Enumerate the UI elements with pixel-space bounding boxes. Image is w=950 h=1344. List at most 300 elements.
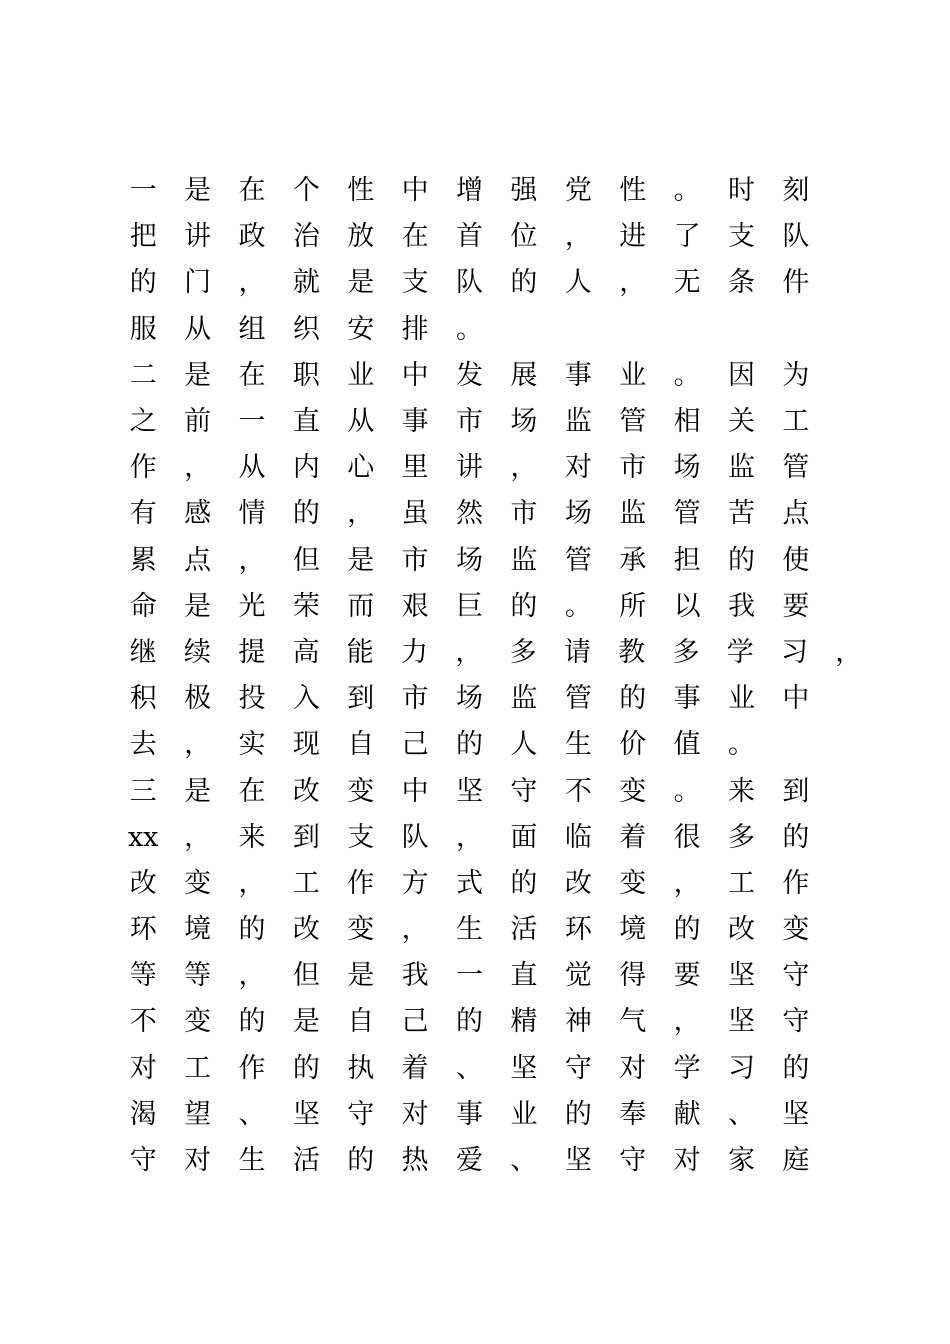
text-char: 为 [782,359,810,391]
text-char: 在 [238,175,266,207]
text-char: xx [127,821,159,853]
text-char: 巨 [456,590,484,622]
text-char: 党 [564,175,592,207]
text-char: 是 [292,1006,320,1038]
text-char: ， [184,729,212,761]
text-char: 然 [456,498,484,530]
text-char: 从 [184,313,212,345]
text-char: 请 [563,636,591,668]
text-char: 中 [401,775,429,807]
text-char: 展 [510,359,538,391]
text-char: 工 [782,406,810,438]
text-char: 苦 [727,498,755,530]
text-char: ， [455,636,483,668]
text-char: 的 [292,498,320,530]
text-line [116,999,876,1045]
text-char: 要 [782,590,810,622]
text-char: 业 [510,1098,538,1130]
text-char: 、 [238,1098,266,1130]
text-char: 首 [456,221,484,253]
text-char: 人 [564,267,592,299]
text-line [116,399,876,445]
text-char: 管 [782,452,810,484]
text-char: 进 [619,221,647,253]
text-char: 是 [184,590,212,622]
text-char: 是 [347,960,375,992]
text-char: 情 [238,498,266,530]
text-char: 关 [727,406,755,438]
text-char: 时 [727,175,755,207]
text-char: 守 [619,1145,647,1177]
text-char: 变 [782,914,810,946]
text-line [116,260,876,306]
text-char: 对 [564,452,592,484]
text-char: 改 [129,867,157,899]
text-char: 场 [564,498,592,530]
text-char: 到 [292,821,320,853]
text-char: 是 [347,267,375,299]
text-char: 荣 [292,590,320,622]
text-char: 中 [401,359,429,391]
text-char: 场 [456,683,484,715]
text-char: 支 [727,221,755,253]
text-char: 是 [184,175,212,207]
text-char: 来 [727,775,755,807]
text-char: 放 [347,221,375,253]
text-char: 监 [727,452,755,484]
text-char: 场 [510,406,538,438]
text-char: 性 [619,175,647,207]
text-char: 里 [401,452,429,484]
text-char: 点 [184,544,212,576]
text-char: 去 [129,729,157,761]
text-char: 精 [510,1006,538,1038]
text-char: 的 [292,1052,320,1084]
text-char: 织 [292,313,320,345]
text-char: 。 [564,590,592,622]
text-char: 管 [673,498,701,530]
text-char: 位 [510,221,538,253]
text-char: 着 [401,1052,429,1084]
text-char: ， [673,1006,701,1038]
text-char: 是 [347,544,375,576]
text-char: 活 [510,914,538,946]
text-char: ， [238,267,266,299]
text-char: 渴 [129,1098,157,1130]
text-char: 习 [727,1052,755,1084]
text-char: 对 [129,1052,157,1084]
text-char: 作 [347,867,375,899]
text-char: 。 [673,359,701,391]
text-line [116,353,876,399]
text-line [116,722,876,768]
text-char: 市 [401,683,429,715]
text-char: 中 [782,683,810,715]
text-char: 到 [347,683,375,715]
text-char: 管 [564,683,592,715]
text-char: 监 [564,406,592,438]
text-char: 继 [129,636,157,668]
text-char: 提 [238,636,266,668]
text-char: 自 [347,1006,375,1038]
text-char: 事 [456,1098,484,1130]
text-char: 使 [782,544,810,576]
text-line [116,1138,876,1184]
text-char: 。 [456,313,484,345]
text-char: 作 [238,1052,266,1084]
text-char: 二 [129,359,157,391]
text-char: 学 [726,636,754,668]
text-char: 是 [184,359,212,391]
text-char: 守 [129,1145,157,1177]
text-char: 望 [184,1098,212,1130]
text-char: 很 [673,821,701,853]
text-char: 艰 [401,590,429,622]
text-char: 献 [673,1098,701,1130]
text-char: 了 [673,221,701,253]
text-char: 奉 [619,1098,647,1130]
text-char: 生 [238,1145,266,1177]
text-char: 、 [456,1052,484,1084]
text-char: 作 [129,452,157,484]
text-line [116,584,876,630]
text-char: 工 [727,867,755,899]
text-line [116,168,876,214]
text-char: 件 [782,267,810,299]
text-char: 是 [184,775,212,807]
text-char: 对 [619,1052,647,1084]
text-char: 管 [619,406,647,438]
text-char: 着 [619,821,647,853]
text-char: 我 [401,960,429,992]
text-char: 面 [510,821,538,853]
text-char: 活 [292,1145,320,1177]
text-char: 在 [401,221,429,253]
text-char: 等 [184,960,212,992]
text-char: 环 [564,914,592,946]
text-char: 守 [510,775,538,807]
text-char: 治 [292,221,320,253]
text-char: 学 [673,1052,701,1084]
text-char: 从 [347,406,375,438]
text-char: 坚 [510,1052,538,1084]
text-char: 但 [292,960,320,992]
text-char: ， [238,867,266,899]
text-line [116,445,876,491]
text-line [116,907,876,953]
text-char: 有 [129,498,157,530]
text-char: 对 [673,1145,701,1177]
text-char: 监 [619,498,647,530]
text-char: 累 [129,544,157,576]
text-char: 多 [672,636,700,668]
text-char: 坚 [456,775,484,807]
text-char: 价 [619,729,647,761]
text-char: 的 [456,729,484,761]
text-char: 感 [184,498,212,530]
text-char: 强 [510,175,538,207]
text-char: 以 [673,590,701,622]
text-char: 心 [347,452,375,484]
text-char: 门 [184,267,212,299]
text-char: 支 [401,267,429,299]
text-char: ， [564,221,592,253]
text-char: 改 [727,914,755,946]
text-char: 作 [782,867,810,899]
text-char: 刻 [782,175,810,207]
text-line [116,815,876,861]
text-char: 的 [619,683,647,715]
text-char: 环 [129,914,157,946]
text-char: 觉 [564,960,592,992]
text-char: 气 [619,1006,647,1038]
text-char: 习 [781,636,809,668]
text-char: 场 [456,544,484,576]
text-line [116,861,876,907]
text-char: 事 [564,359,592,391]
text-char: 担 [673,544,701,576]
text-char: 能 [346,636,374,668]
text-char: 变 [347,775,375,807]
text-char: 增 [456,175,484,207]
text-char: 的 [347,1145,375,1177]
text-char: 但 [292,544,320,576]
text-char: 坚 [564,1145,592,1177]
text-char: ， [238,544,266,576]
text-line [116,676,876,722]
text-char: 值 [673,729,701,761]
text-char: ， [347,498,375,530]
text-char: 三 [129,775,157,807]
text-char: 在 [238,775,266,807]
text-char: 改 [292,775,320,807]
text-line [116,953,876,999]
text-char: ， [456,821,484,853]
text-char: 内 [292,452,320,484]
text-char: 个 [292,175,320,207]
text-char: 己 [401,729,429,761]
text-char: 发 [456,359,484,391]
text-char: 场 [673,452,701,484]
text-char: 来 [238,821,266,853]
text-line [116,307,876,353]
text-line [116,1046,876,1092]
text-char: 变 [347,914,375,946]
text-char: 己 [401,1006,429,1038]
text-char: 要 [673,960,701,992]
text-char: 的 [510,590,538,622]
text-char: 市 [456,406,484,438]
text-char: 从 [238,452,266,484]
text-char: 对 [401,1098,429,1130]
text-char: 直 [510,960,538,992]
text-char: 在 [238,359,266,391]
text-char: 多 [727,821,755,853]
text-char: 改 [292,914,320,946]
text-char: 多 [509,636,537,668]
text-char: 一 [129,175,157,207]
text-char: 队 [401,821,429,853]
text-char: 积 [129,683,157,715]
text-char: 守 [347,1098,375,1130]
text-char: 无 [673,267,701,299]
text-char: 一 [238,406,266,438]
text-char: 守 [782,960,810,992]
text-char: 就 [292,267,320,299]
text-line [116,538,876,584]
text-char: 热 [401,1145,429,1177]
text-char: ， [401,914,429,946]
text-char: 的 [782,821,810,853]
text-char: 变 [619,775,647,807]
text-char: 坚 [292,1098,320,1130]
text-char: 业 [619,359,647,391]
text-char: 、 [510,1145,538,1177]
text-char: 的 [782,1052,810,1084]
text-char: 守 [564,1052,592,1084]
text-char: 而 [347,590,375,622]
text-line [116,1092,876,1138]
text-char: 。 [673,175,701,207]
text-char: 虽 [401,498,429,530]
text-char: 等 [129,960,157,992]
text-char: 境 [619,914,647,946]
text-char: 不 [564,775,592,807]
text-char: 爱 [456,1145,484,1177]
text-char: 安 [347,313,375,345]
text-line [116,491,876,537]
text-char: 对 [184,1145,212,1177]
text-char: 排 [401,313,429,345]
text-char: 命 [129,590,157,622]
text-char: 事 [401,406,429,438]
text-char: 业 [727,683,755,715]
text-char: 境 [184,914,212,946]
text-char: 家 [727,1145,755,1177]
text-char: 式 [456,867,484,899]
text-char: 中 [401,175,429,207]
text-char: 变 [619,867,647,899]
text-char: 的 [238,1006,266,1038]
text-char: 承 [619,544,647,576]
text-char: 变 [184,1006,212,1038]
text-char: 神 [564,1006,592,1038]
text-char: 的 [510,867,538,899]
text-char: 市 [401,544,429,576]
text-line [116,214,876,260]
text-char: 讲 [456,452,484,484]
text-char: 市 [510,498,538,530]
document-body [116,168,876,1184]
text-char: 我 [727,590,755,622]
text-char: 支 [347,821,375,853]
text-char: 职 [292,359,320,391]
text-char: 极 [184,683,212,715]
text-char: 高 [292,636,320,668]
text-char: ， [184,821,212,853]
text-char: 坚 [782,1098,810,1130]
text-char: 投 [238,683,266,715]
text-char: ， [184,452,212,484]
text-char: 教 [618,636,646,668]
text-char: 的 [510,267,538,299]
text-char: 执 [347,1052,375,1084]
text-char: 。 [673,775,701,807]
text-char: 的 [727,544,755,576]
text-char: 前 [184,406,212,438]
text-char: 、 [727,1098,755,1130]
text-char: 一 [456,960,484,992]
text-char: 工 [184,1052,212,1084]
text-line [116,768,876,814]
text-char: ， [238,960,266,992]
text-char: ， [619,267,647,299]
text-char: 的 [456,1006,484,1038]
text-char: 队 [456,267,484,299]
text-char: 人 [510,729,538,761]
text-char: 光 [238,590,266,622]
text-char: 坚 [727,1006,755,1038]
text-char: 庭 [782,1145,810,1177]
text-char: 生 [564,729,592,761]
text-char: 队 [782,221,810,253]
text-char: 得 [619,960,647,992]
text-char: 续 [183,636,211,668]
text-char: 把 [129,221,157,253]
text-char: 自 [347,729,375,761]
text-char: 监 [510,544,538,576]
text-char: 临 [564,821,592,853]
text-char: 工 [292,867,320,899]
text-char: 组 [238,313,266,345]
text-char: 业 [347,359,375,391]
text-char: 之 [129,406,157,438]
text-char: 生 [456,914,484,946]
text-char: 性 [347,175,375,207]
text-char: 条 [727,267,755,299]
text-char: ， [835,636,863,668]
text-char: 的 [564,1098,592,1130]
text-char: 不 [129,1006,157,1038]
text-char: 的 [673,914,701,946]
text-char: 因 [727,359,755,391]
text-char: 守 [782,1006,810,1038]
text-char: 入 [292,683,320,715]
text-char: ， [673,867,701,899]
text-char: 政 [238,221,266,253]
text-char: 方 [401,867,429,899]
text-char: 服 [129,313,157,345]
text-char: 讲 [184,221,212,253]
text-line [116,630,876,676]
text-char: 力 [401,636,429,668]
text-char: 坚 [727,960,755,992]
text-char: 监 [510,683,538,715]
text-char: 相 [673,406,701,438]
text-char: 直 [292,406,320,438]
text-char: 管 [564,544,592,576]
text-char: 变 [184,867,212,899]
text-char: 到 [782,775,810,807]
text-char: ， [510,452,538,484]
text-char: 实 [238,729,266,761]
text-char: 事 [673,683,701,715]
text-char: 。 [727,729,755,761]
text-char: 的 [238,914,266,946]
text-char: 的 [129,267,157,299]
text-char: 所 [619,590,647,622]
text-char: 改 [564,867,592,899]
